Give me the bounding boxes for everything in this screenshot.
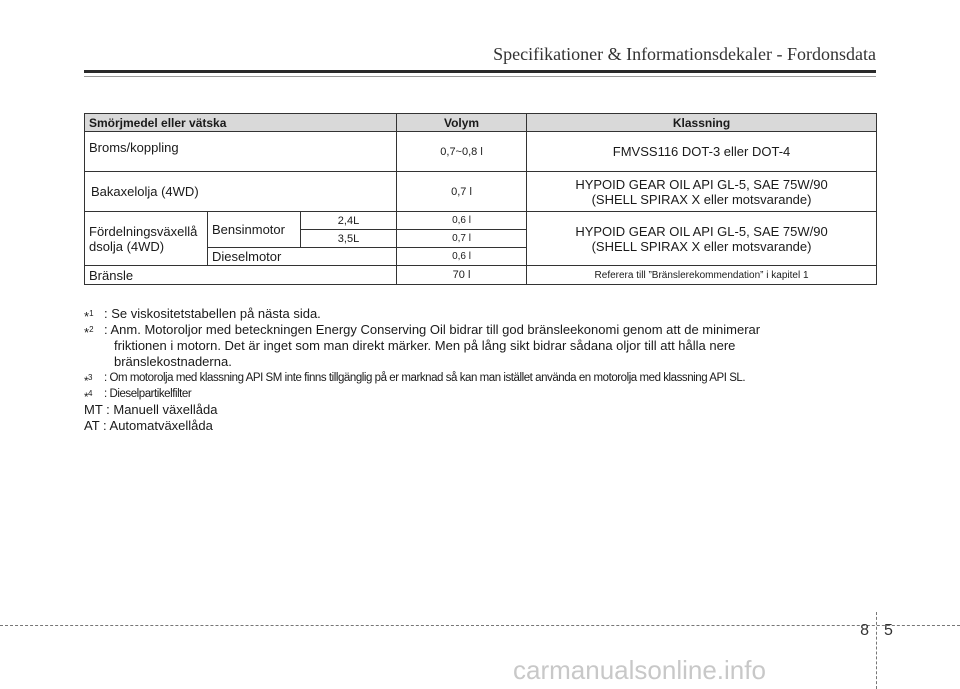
footnote-marker: *$^1$ [84, 309, 94, 324]
header-rule-thin [84, 76, 876, 77]
petrol-engine-label: Bensinmotor [208, 212, 301, 248]
header-classification: Klassning [527, 114, 877, 132]
table-row [85, 212, 877, 230]
table-row [85, 132, 877, 172]
petrol-24-volume: 0,6 l [397, 212, 527, 230]
diesel-engine-label: Dieselmotor [208, 248, 397, 266]
fuel-name: Bränsle [85, 266, 397, 285]
footnote-text-line1: : Anm. Motoroljor med beteckningen Energy Conserving Oil bidrar till god bränsleekonomi genom att de minimerar [104, 322, 761, 337]
transfer-name-line2: dsolja (4WD) [89, 238, 165, 254]
table-row [85, 266, 877, 285]
fuel-class: Referera till ”Bränslerekommendation” i kapitel 1 [527, 266, 877, 285]
rear-axle-name: Bakaxelolja (4WD) [85, 172, 397, 212]
footer-rule [0, 625, 960, 626]
rear-axle-class-line2: (SHELL SPIRAX X eller motsvarande) [591, 191, 812, 207]
transfer-name-line1: Fördelningsväxellå [89, 223, 198, 239]
transfer-class [527, 212, 877, 266]
rear-axle-class [527, 172, 877, 212]
footnote-marker: *$^2$ [84, 325, 94, 340]
footnote-2 [84, 322, 884, 370]
brake-class: FMVSS116 DOT-3 eller DOT-4 [527, 132, 877, 172]
rear-axle-class-line1: HYPOID GEAR OIL API GL-5, SAE 75W/90 [575, 176, 828, 192]
transfer-name [85, 212, 208, 266]
header-volume: Volym [397, 114, 527, 132]
header-lubricant: Smörjmedel eller vätska [85, 114, 397, 132]
rear-axle-volume: 0,7 l [397, 172, 527, 212]
footnotes [84, 306, 884, 434]
watermark: carmanualsonline.info [513, 655, 766, 685]
abbrev-at: AT : Automatväxellåda [84, 418, 213, 433]
brake-volume: 0,7~0,8 l [397, 132, 527, 172]
page-number: 5 [884, 622, 893, 639]
table-row [85, 172, 877, 212]
footnote-marker: *$^4$ [84, 389, 93, 404]
brake-name: Broms/koppling [85, 132, 397, 172]
abbrev-mt: MT : Manuell växellåda [84, 402, 218, 417]
page-number-divider [876, 612, 877, 689]
footnote-text: : Om motorolja med klassning API SM inte finns tillgänglig på er marknad så kan man istället använda en motorolja med klassning API SL. [104, 372, 746, 384]
footnote-1 [84, 306, 884, 322]
petrol-35-volume: 0,7 l [397, 230, 527, 248]
footnote-text: : Dieselpartikelfilter [104, 388, 192, 400]
petrol-35-label: 3,5L [301, 230, 397, 248]
footnote-text-line3: bränslekostnaderna. [114, 354, 232, 369]
footnote-3 [84, 370, 884, 386]
diesel-volume: 0,6 l [397, 248, 527, 266]
header-rule [84, 70, 876, 73]
transfer-class-line1: HYPOID GEAR OIL API GL-5, SAE 75W/90 [575, 223, 828, 239]
lubricant-table [84, 113, 877, 285]
section-title: Specifikationer & Informationsdekaler - Fordonsdata [493, 44, 876, 64]
footnote-4 [84, 386, 884, 402]
fuel-volume: 70 l [397, 266, 527, 285]
footnote-marker: *$^3$ [84, 373, 93, 388]
table-header-row [85, 114, 877, 132]
chapter-number: 8 [860, 622, 869, 639]
footnote-text: : Se viskositetstabellen på nästa sida. [104, 306, 321, 321]
footnote-text-line2: friktionen i motorn. Det är inget som man direkt märker. Men på lång sikt bidrar sådana oljor till att hålla nere [114, 338, 736, 353]
petrol-24-label: 2,4L [301, 212, 397, 230]
transfer-class-line2: (SHELL SPIRAX X eller motsvarande) [591, 238, 812, 254]
